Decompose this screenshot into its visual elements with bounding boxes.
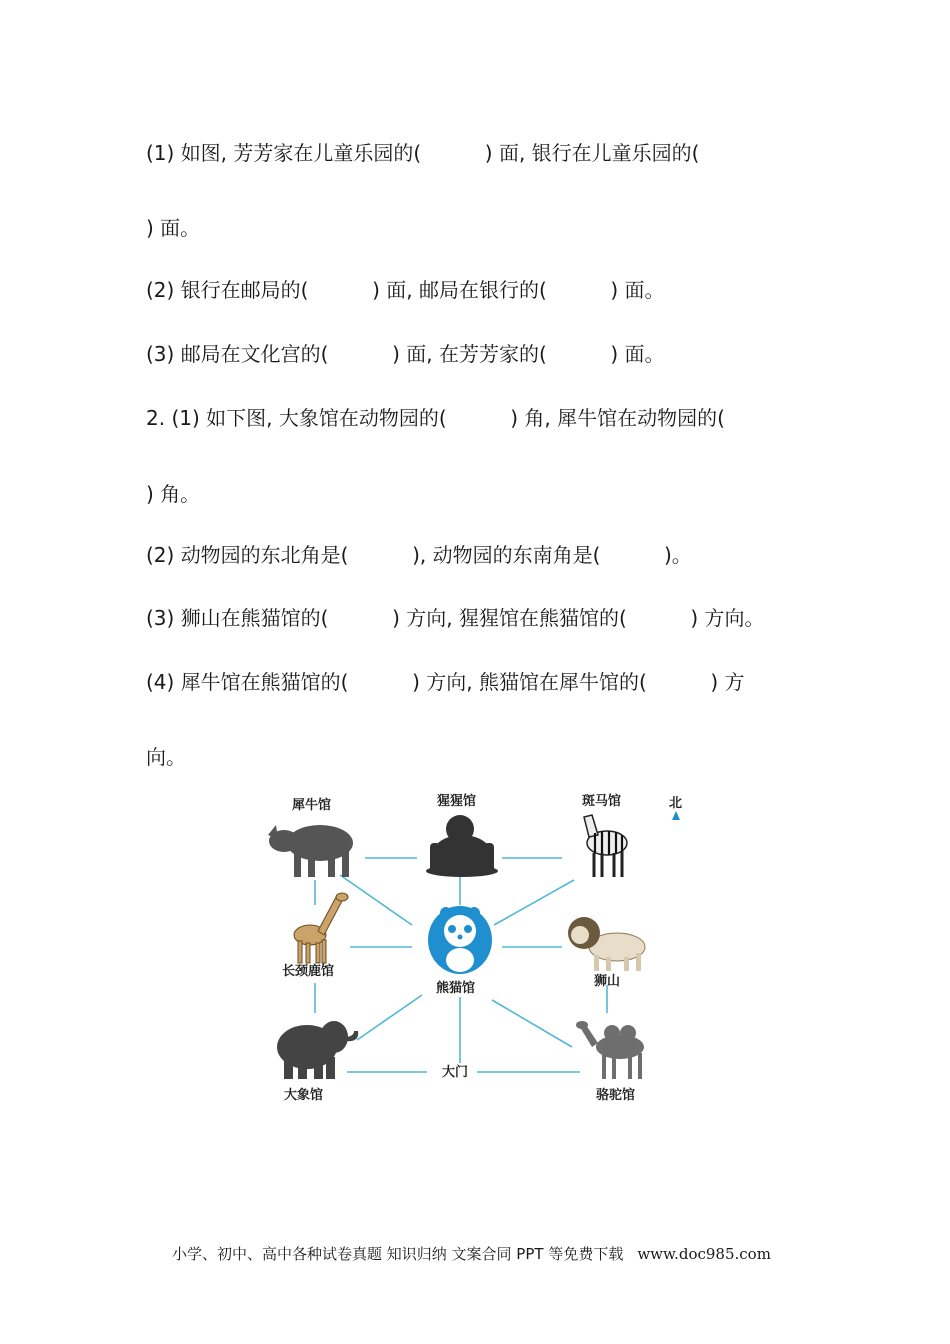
label-panda: 熊猫馆 [436,981,476,996]
label-rhino: 犀牛馆 [292,798,332,813]
giraffe-icon [294,893,348,963]
panda-icon [428,906,492,974]
label-giraffe: 长颈鹿馆 [282,964,335,979]
question-2-4-line-1: (4) 犀牛馆在熊猫馆的( ) 方向, 熊猫馆在犀牛馆的( ) 方 [146,670,745,694]
question-2-4-line-2: 向。 [146,745,186,769]
footer-text: 小学、初中、高中各种试卷真题 知识归纳 文案合同 PPT 等免费下载 [172,1245,624,1263]
label-north: 北 [669,796,683,811]
question-1-1-line-2: ) 面。 [146,216,201,240]
rhino-icon [268,825,353,877]
question-1-3: (3) 邮局在文化宫的( ) 面, 在芳芳家的( ) 面。 [146,342,665,366]
zoo-map [262,785,692,1110]
label-camel: 骆驼馆 [596,1088,636,1103]
north-arrow-icon [672,811,680,820]
question-1-1-line-1: (1) 如图, 芳芳家在儿童乐园的( ) 面, 银行在儿童乐园的( [146,141,700,165]
question-2-3: (3) 狮山在熊猫馆的( ) 方向, 猩猩馆在熊猫馆的( ) 方向。 [146,606,765,630]
label-zebra: 斑马馆 [582,794,622,809]
zebra-icon [584,815,627,877]
footer [172,1244,771,1264]
camel-icon [576,1021,644,1079]
question-2-1-line-1: 2. (1) 如下图, 大象馆在动物园的( ) 角, 犀牛馆在动物园的( [146,406,725,430]
lion-icon [568,917,645,971]
footer-url[interactable]: www.doc985.com [637,1245,771,1263]
label-gate: 大门 [442,1065,469,1080]
question-2-2: (2) 动物园的东北角是( ), 动物园的东南角是( )。 [146,543,692,567]
gorilla-icon [426,815,498,877]
label-lion: 狮山 [594,974,621,989]
label-gorilla: 猩猩馆 [437,794,477,809]
label-elephant: 大象馆 [284,1088,324,1103]
question-1-2: (2) 银行在邮局的( ) 面, 邮局在银行的( ) 面。 [146,278,665,302]
elephant-icon [277,1021,358,1079]
question-2-1-line-2: ) 角。 [146,482,201,506]
